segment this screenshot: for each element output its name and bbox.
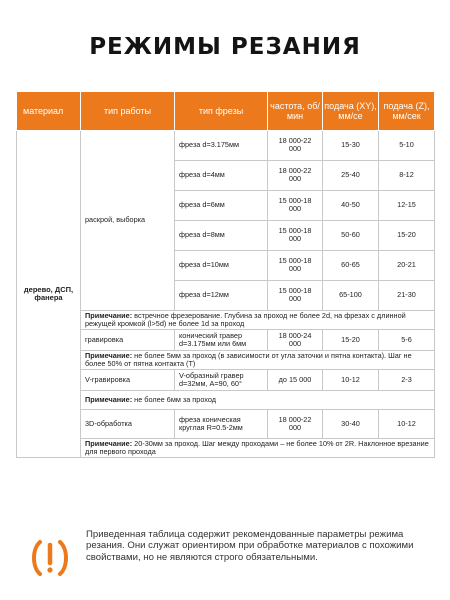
speed-cell: 18 000-24 000 bbox=[268, 329, 323, 350]
feed-xy-cell: 65-100 bbox=[323, 280, 379, 310]
note-engraving bbox=[81, 350, 435, 369]
cutter-cell: фреза d=3.175мм bbox=[175, 130, 268, 160]
speed-cell: 15 000-18 000 bbox=[268, 220, 323, 250]
header-material: материал bbox=[17, 92, 81, 130]
cutter-cell: фреза коническая круглая R=0.5-2мм bbox=[175, 409, 268, 438]
speed-cell: 18 000-22 000 bbox=[268, 409, 323, 438]
speed-cell: 15 000-18 000 bbox=[268, 190, 323, 220]
page-title: РЕЖИМЫ РЕЗАНИЯ bbox=[89, 34, 361, 60]
speed-cell: 15 000-18 000 bbox=[268, 250, 323, 280]
feed-xy-cell: 15-20 bbox=[323, 329, 379, 350]
feed-z-cell: 2-3 bbox=[379, 369, 435, 390]
note-label: Примечание: bbox=[85, 394, 133, 404]
header-work-type: тип работы bbox=[81, 92, 175, 130]
cutter-cell: фреза d=4мм bbox=[175, 160, 268, 190]
note-3d bbox=[81, 438, 435, 457]
note-cutting bbox=[81, 310, 435, 329]
feed-xy-cell: 15-30 bbox=[323, 130, 379, 160]
cutter-cell: фреза d=10мм bbox=[175, 250, 268, 280]
notice-text: Приведенная таблица содержит рекомендованные параметры режима резания. Они служат ориентиром при обработке материалов с похожими свойствами, но не являются строго обязательными. bbox=[86, 529, 414, 563]
cutter-cell: фреза d=6мм bbox=[175, 190, 268, 220]
feed-z-cell: 12-15 bbox=[379, 190, 435, 220]
feed-xy-cell: 25-40 bbox=[323, 160, 379, 190]
cutting-modes-table bbox=[16, 92, 435, 458]
note-label: Примечание: bbox=[85, 350, 133, 360]
note-v-engraving bbox=[81, 390, 435, 409]
note-text: не более 6мм за проход bbox=[132, 394, 217, 404]
feed-xy-cell: 40-50 bbox=[323, 190, 379, 220]
header-speed: частота, об/мин bbox=[268, 92, 323, 130]
cutter-cell: V-образный гравер d=32мм, A=90, 60° bbox=[175, 369, 268, 390]
note-label: Примечание: bbox=[85, 310, 133, 320]
feed-xy-cell: 50-60 bbox=[323, 220, 379, 250]
speed-cell: 15 000-18 000 bbox=[268, 280, 323, 310]
note-text: встречное фрезерование. Глубина за проход не более 2d, на фрезах с длинной режущей кромкой (l>5d) не более 1d за проход bbox=[85, 310, 406, 328]
note-text: не более 5мм за проход (в зависимости от угла заточки и пятна контакта). Шаг не более 50% от пятна контакта (T) bbox=[85, 350, 412, 368]
speed-cell: 18 000-22 000 bbox=[268, 130, 323, 160]
feed-z-cell: 15-20 bbox=[379, 220, 435, 250]
header-cutter-type: тип фрезы bbox=[175, 92, 268, 130]
material-cell: дерево, ДСП, фанера bbox=[17, 130, 81, 457]
speed-cell: 18 000-22 000 bbox=[268, 160, 323, 190]
feed-z-cell: 5-6 bbox=[379, 329, 435, 350]
feed-xy-cell: 10-12 bbox=[323, 369, 379, 390]
work-type-engraving: гравировка bbox=[81, 329, 175, 350]
cutter-cell: фреза d=8мм bbox=[175, 220, 268, 250]
table-header-row bbox=[17, 92, 435, 130]
feed-xy-cell: 60-65 bbox=[323, 250, 379, 280]
table-row bbox=[17, 130, 435, 160]
note-text: 20-30мм за проход. Шаг между проходами – не более 10% от 2R. Наклонное врезание для первого прохода bbox=[85, 438, 429, 456]
work-type-v-engraving: V-гравировка bbox=[81, 369, 175, 390]
cutter-cell: конический гравер d=3.175мм или 6мм bbox=[175, 329, 268, 350]
feed-z-cell: 10-12 bbox=[379, 409, 435, 438]
work-type-cutting: раскрой, выборка bbox=[81, 130, 175, 310]
feed-z-cell: 5-10 bbox=[379, 130, 435, 160]
warning-icon bbox=[30, 539, 70, 577]
feed-xy-cell: 30-40 bbox=[323, 409, 379, 438]
feed-z-cell: 21-30 bbox=[379, 280, 435, 310]
header-feed-z: подача (Z), мм/сек bbox=[379, 92, 435, 130]
feed-z-cell: 20-21 bbox=[379, 250, 435, 280]
feed-z-cell: 8-12 bbox=[379, 160, 435, 190]
speed-cell: до 15 000 bbox=[268, 369, 323, 390]
note-label: Примечание: bbox=[85, 438, 133, 448]
header-feed-xy: подача (XY), мм/се bbox=[323, 92, 379, 130]
cutter-cell: фреза d=12мм bbox=[175, 280, 268, 310]
work-type-3d: 3D-обработка bbox=[81, 409, 175, 438]
